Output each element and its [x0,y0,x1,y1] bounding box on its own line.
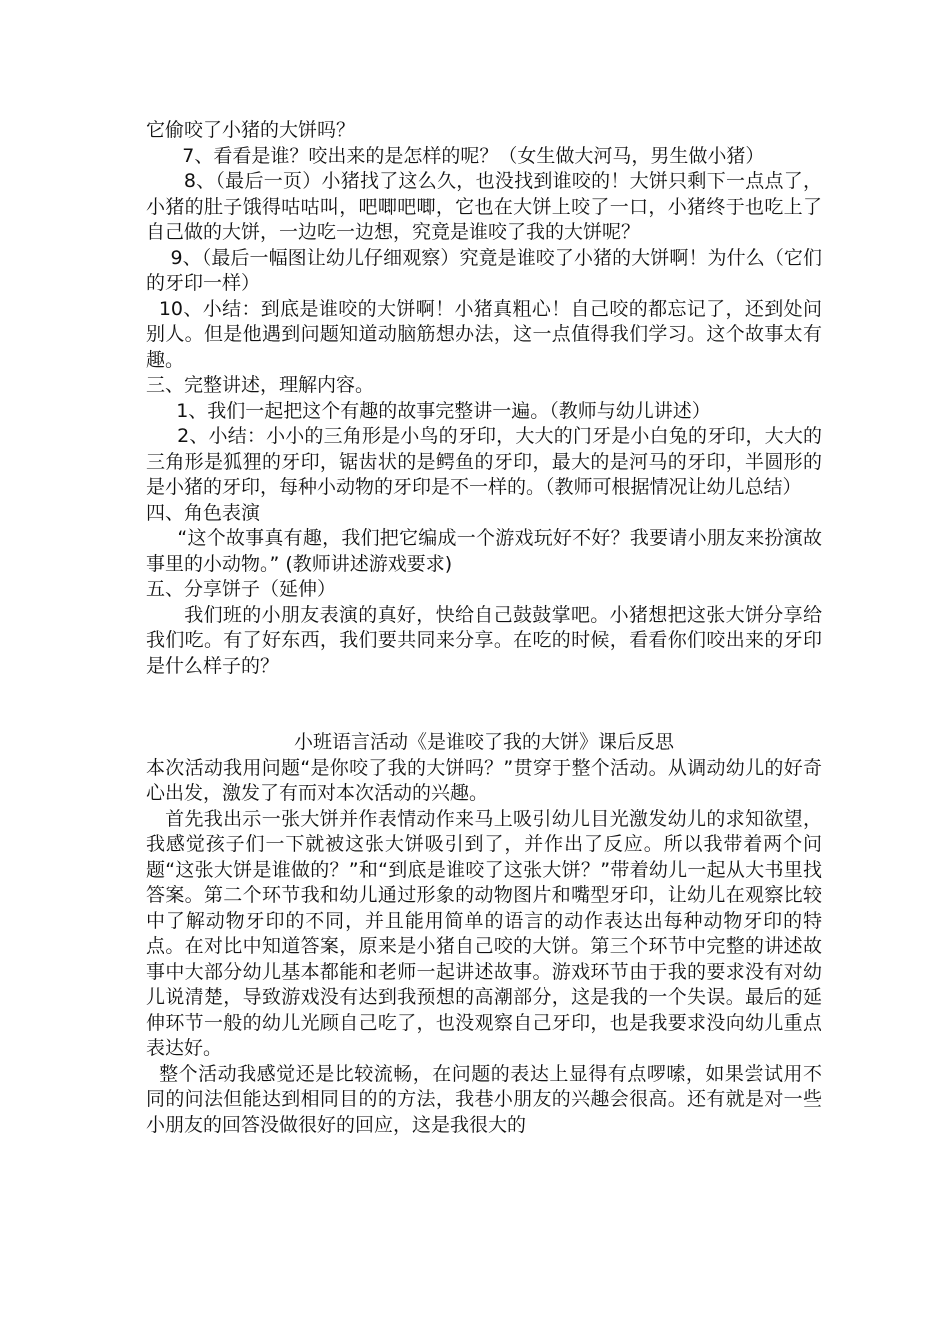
paragraph: 本次活动我用问题“是你咬了我的大饼吗？”贯穿于整个活动。从调动幼儿的好奇心出发，激发了有而对本次活动的兴趣。 [146,756,822,804]
paragraph: 我们班的小朋友表演的真好，快给自己鼓鼓掌吧。小猪想把这张大饼分享给我们吃。有了好东西，我们要共同来分享。在吃的时候，看看你们咬出来的牙印是什么样子的？ [146,603,822,677]
reflection-title: 小班语言活动《是谁咬了我的大饼》课后反思 [293,731,674,753]
paragraph: 9、（最后一幅图让幼儿仔细观察）究竟是谁咬了小猪的大饼啊！为什么（它们的牙印一样） [146,246,822,294]
section-heading: 五、分享饼子（延伸） [146,578,337,600]
reflection-section [146,730,822,1138]
paragraph: 它偷咬了小猪的大饼吗？ [146,119,356,141]
section-heading: 四、角色表演 [146,501,261,524]
paragraph: 首先我出示一张大饼并作表情动作来马上吸引幼儿目光激发幼儿的求知欲望，我感觉孩子们一下就被这张大饼吸引到了，并作出了反应。所以我带着两个问题“这张大饼是谁做的？”和“到底是谁咬了这张大饼？”带着幼儿一起从大书里找答案。第二个环节我和幼儿通过形象的动物图片和嘴型牙印，让幼儿在观察比较中了解动物牙印的不同，并且能用简单的语言的动作表达出每种动物牙印的特点。在对比中知道答案，原来是小猪自己咬的大饼。第三个环节中完整的讲述故事中大部分幼儿基本都能和老师一起讲述故事。游戏环节由于我的要求没有对幼儿说清楚，导致游戏没有达到我预想的高潮部分，这是我的一个失误。最后的延伸环节一般的幼儿光顾自己吃了，也没观察自己牙印，也是我要求没向幼儿重点表达好。 [146,807,822,1059]
paragraph: 10、小结：到底是谁咬的大饼啊！小猪真粗心！自己咬的都忘记了，还到处问别人。但是他遇到问题知道动脑筋想办法，这一点值得我们学习。这个故事太有趣。 [146,297,822,371]
document-page [146,118,822,1138]
spacer [146,679,822,730]
lesson-steps-section [146,118,822,679]
paragraph: 整个活动我感觉还是比较流畅，在问题的表达上显得有点啰嗦，如果尝试用不同的问法但能达到相同目的的方法，我巷小朋友的兴趣会很高。还有就是对一些小朋友的回答没做很好的回应，这是我很大的 [146,1062,822,1136]
paragraph: “这个故事真有趣，我们把它编成一个游戏玩好不好？我要请小朋友来扮演故事里的小动物。” (教师讲述游戏要求) [146,527,822,575]
paragraph: 7、看看是谁？咬出来的是怎样的呢？（女生做大河马，男生做小猪） [146,144,765,167]
section-heading: 三、完整讲述，理解内容。 [146,374,375,396]
paragraph: 8、（最后一页）小猪找了这么久，也没找到谁咬的！大饼只剩下一点点了，小猪的肚子饿得咕咕叫，吧唧吧唧，它也在大饼上咬了一口，小猪终于也吃上了自己做的大饼，一边吃一边想，究竟是谁咬了我的大饼呢？ [146,170,822,243]
paragraph: 2、小结：小小的三角形是小鸟的牙印，大大的门牙是小白兔的牙印，大大的三角形是狐狸的牙印，锯齿状的是鳄鱼的牙印，最大的是河马的牙印，半圆形的是小猪的牙印，每种小动物的牙印是不一样的。（教师可根据情况让幼儿总结） [146,425,823,498]
paragraph: 1、我们一起把这个有趣的故事完整讲一遍。（教师与幼儿讲述） [146,399,711,422]
